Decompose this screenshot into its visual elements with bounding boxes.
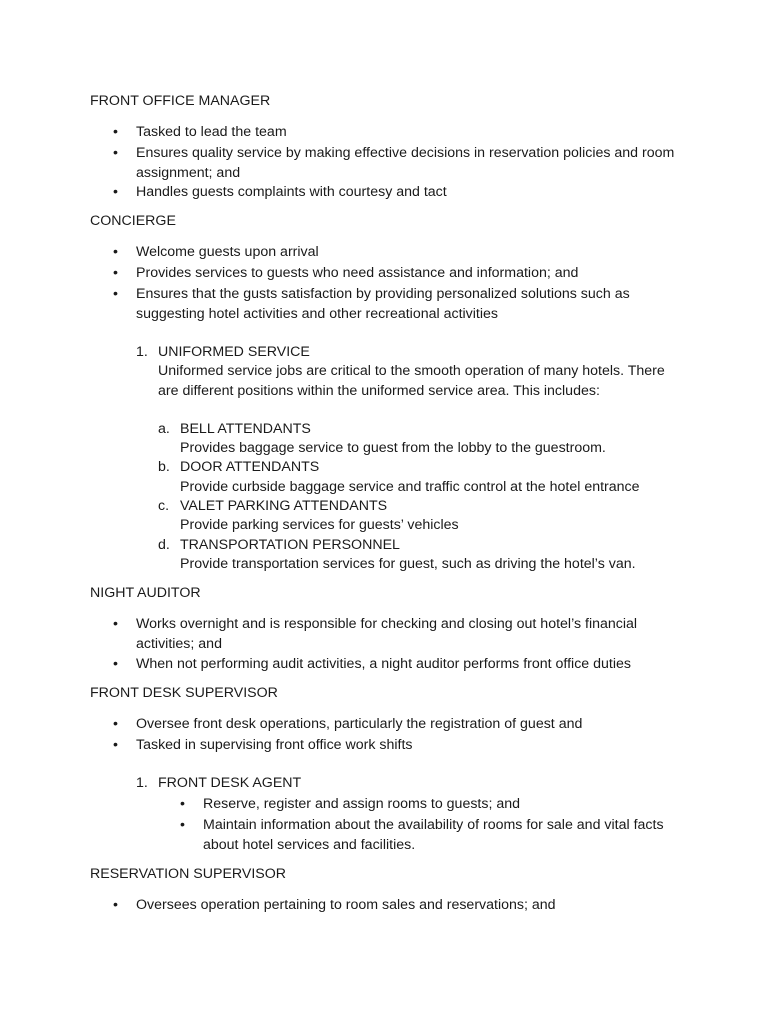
list-item: • Works overnight and is responsible for checking and closing out hotel’s financial activities; and — [136, 615, 676, 654]
list-item: • When not performing audit activities, a night auditor performs front office duties — [136, 655, 676, 675]
list-item: • Ensures that the gusts satisfaction by providing personalized solutions such as suggesting hotel activities and other recreational activities — [136, 285, 676, 324]
list-item: • Ensures quality service by making effective decisions in reservation policies and room assignment; and — [136, 144, 676, 183]
list-item: • Oversees operation pertaining to room sales and reservations; and — [136, 896, 676, 916]
alpha-marker: b. — [158, 459, 170, 475]
sub-item-title: TRANSPORTATION PERSONNEL — [180, 537, 400, 553]
list-item: • Welcome guests upon arrival — [136, 243, 676, 263]
numbered-marker: 1. — [136, 775, 148, 791]
list-item: • Provides services to guests who need assistance and information; and — [136, 264, 676, 284]
section-heading-reservation-supervisor: RESERVATION SUPERVISOR — [90, 866, 287, 882]
sub-item-text: Provides baggage service to guest from the lobby to the guestroom. — [180, 440, 606, 456]
sub-item-title: VALET PARKING ATTENDANTS — [180, 498, 388, 514]
sub-item-text: Provide transportation services for guest, such as driving the hotel’s van. — [180, 556, 636, 572]
sub-item-title: BELL ATTENDANTS — [180, 421, 311, 437]
list-item: • Handles guests complaints with courtesy and tact — [136, 183, 676, 203]
list-item: • Tasked to lead the team — [136, 123, 676, 143]
sub-item-title: DOOR ATTENDANTS — [180, 459, 320, 475]
section-heading-concierge: CONCIERGE — [90, 213, 176, 229]
section-heading-front-office-manager: FRONT OFFICE MANAGER — [90, 93, 271, 109]
section-heading-front-desk-supervisor: FRONT DESK SUPERVISOR — [90, 685, 278, 701]
section-heading-night-auditor: NIGHT AUDITOR — [90, 585, 201, 601]
numbered-description: Uniformed service jobs are critical to the smooth operation of many hotels. There are different positions within the uniformed service area. This includes: — [158, 363, 665, 399]
alpha-marker: c. — [158, 498, 170, 514]
numbered-title-front-desk-agent: FRONT DESK AGENT — [158, 775, 302, 791]
sub-list-item: • Maintain information about the availability of rooms for sale and vital facts about hotel services and facilities. — [203, 816, 673, 855]
numbered-title-uniformed-service: UNIFORMED SERVICE — [158, 344, 310, 360]
alpha-marker: d. — [158, 537, 170, 553]
list-item: • Oversee front desk operations, particularly the registration of guest and — [136, 715, 676, 735]
alpha-marker: a. — [158, 421, 170, 437]
sub-item-text: Provide curbside baggage service and traffic control at the hotel entrance — [180, 479, 640, 495]
list-item: • Tasked in supervising front office work shifts — [136, 736, 676, 756]
sub-list-item: • Reserve, register and assign rooms to guests; and — [203, 795, 673, 815]
numbered-marker: 1. — [136, 344, 148, 360]
sub-item-text: Provide parking services for guests’ vehicles — [180, 517, 459, 533]
